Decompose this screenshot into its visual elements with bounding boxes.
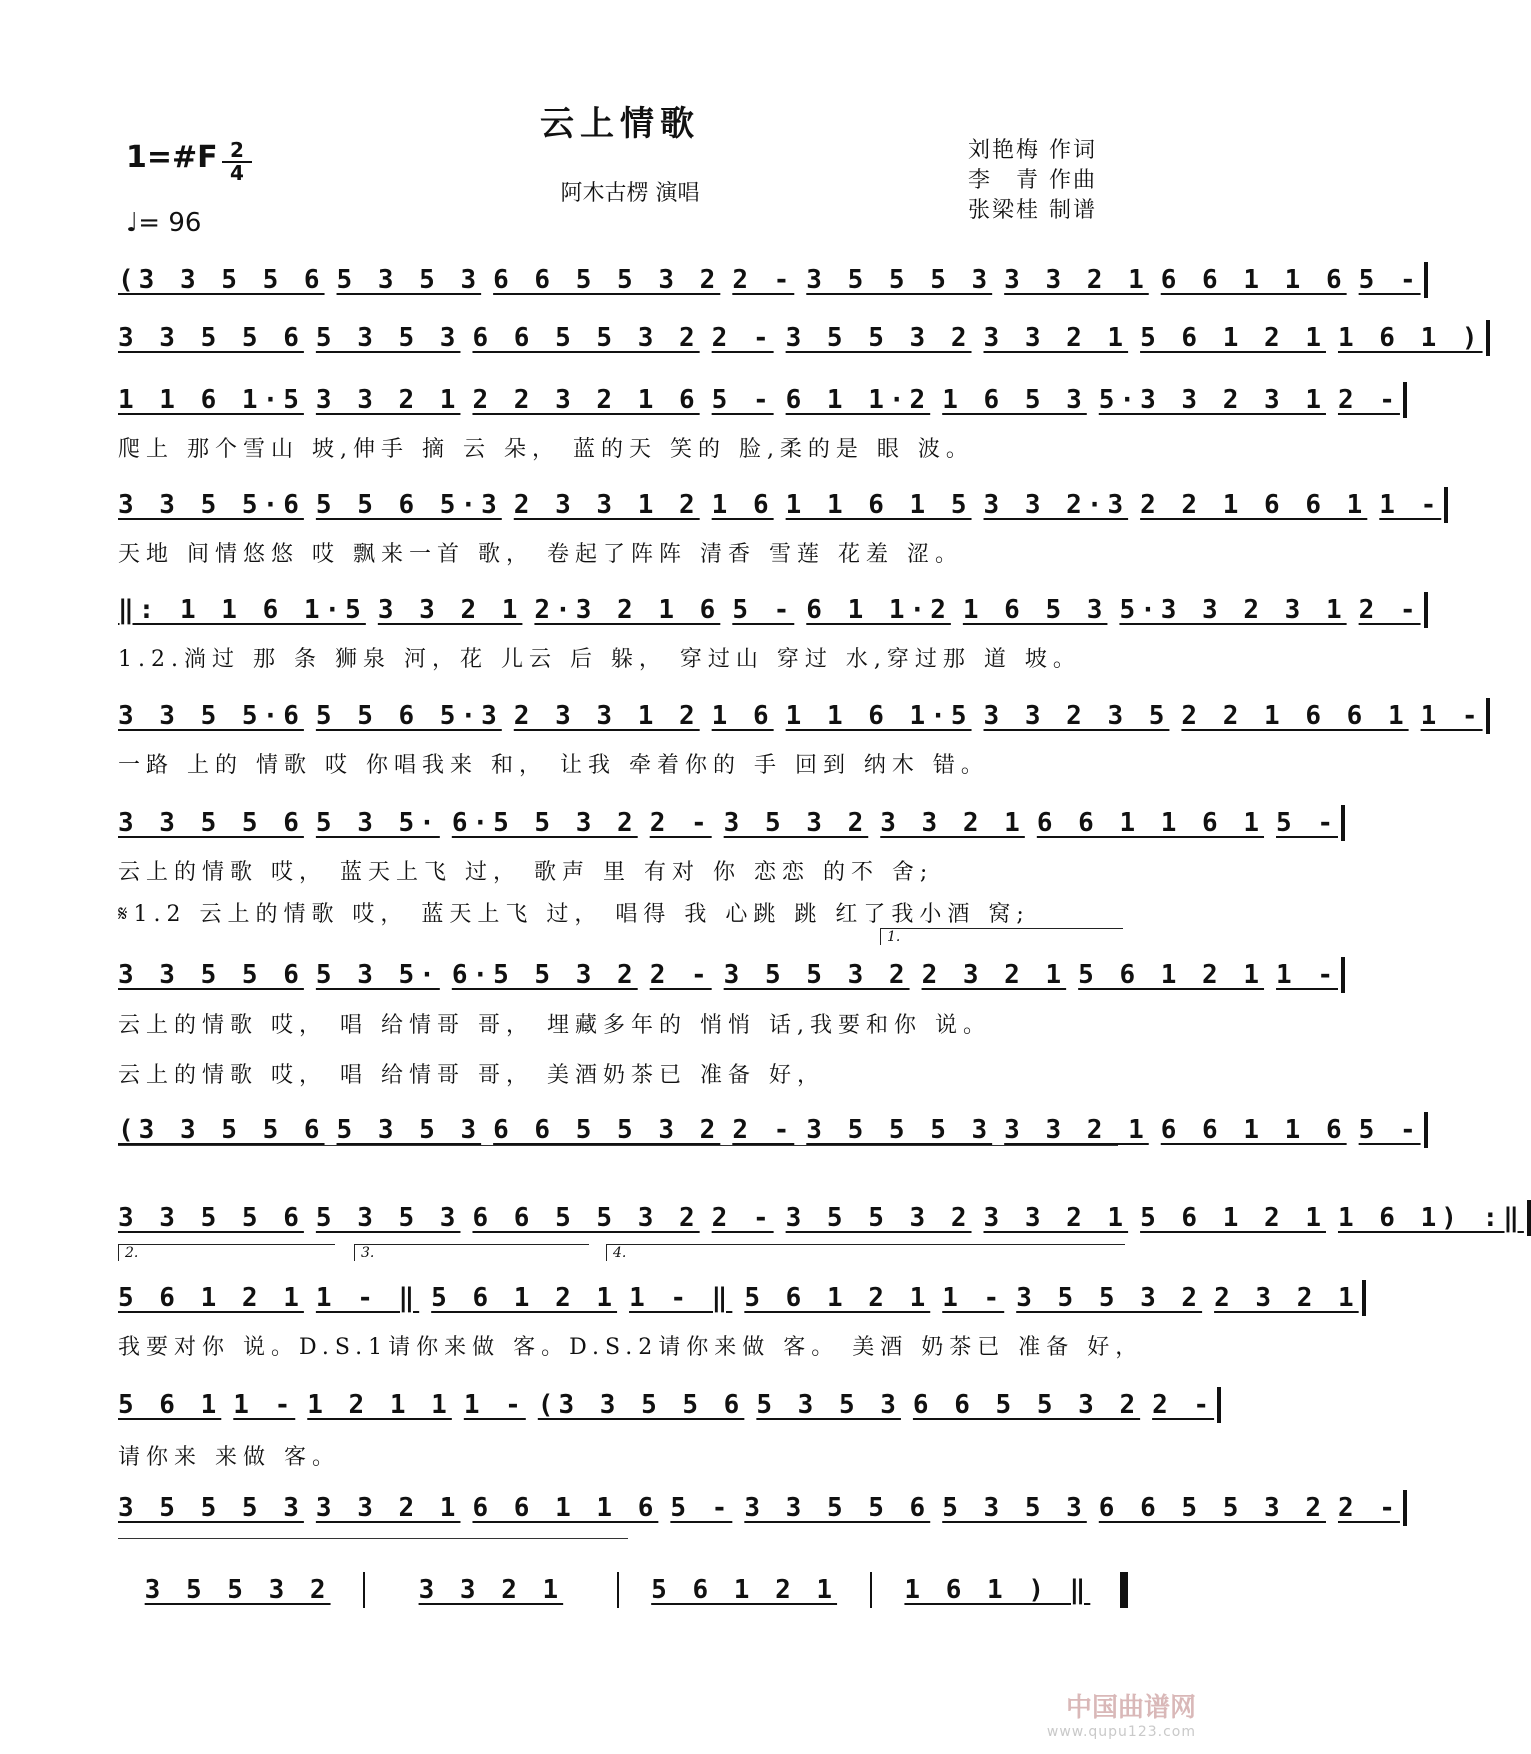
measure: 1 - ‖ bbox=[315, 1283, 420, 1313]
notation-row bbox=[118, 260, 1421, 300]
measure: 3 5 5 3 2 bbox=[144, 1575, 331, 1605]
measure: 1 6 1) :‖ bbox=[1337, 1203, 1524, 1233]
notation-row bbox=[118, 696, 1483, 736]
measure: 3 3 2 1 bbox=[880, 808, 1025, 838]
barline bbox=[1486, 320, 1490, 356]
lyric-line: 云上的情歌 哎， 蓝天上飞 过， 歌声 里 有对 你 恋恋 的不 舍; bbox=[118, 860, 934, 885]
measure: 3 3 5 5 6 bbox=[118, 1203, 304, 1233]
measure: 2 - bbox=[732, 1115, 795, 1145]
measure: 5 3 5 3 bbox=[336, 265, 482, 295]
measure: 3 3 2 1 bbox=[315, 1493, 461, 1523]
measure: 2 2 1 6 6 1 bbox=[1181, 701, 1409, 731]
measure: 5 3 5 3 bbox=[942, 1493, 1087, 1523]
measure: (3 3 5 5 6 bbox=[118, 265, 325, 295]
barline bbox=[1362, 1280, 1366, 1316]
measure: 3 3 2 1 bbox=[983, 323, 1129, 353]
barline bbox=[1341, 805, 1345, 841]
measure: 3 3 5 5 6 bbox=[118, 323, 304, 353]
watermark-name: 中国曲谱网 bbox=[1065, 1693, 1196, 1723]
lyric-line: 我要对你 说。D.S.1请你来做 客。D.S.2请你来做 客。 美酒 奶茶已 准备 好， bbox=[118, 1335, 1144, 1360]
measure: 5 - bbox=[1358, 1115, 1421, 1145]
measure: 5·3 3 2 3 1 bbox=[1119, 595, 1347, 625]
measure: 3 5 5 5 3 bbox=[806, 1115, 993, 1145]
notation-row bbox=[118, 803, 1338, 843]
measure: 2 3 2 1 bbox=[921, 960, 1067, 990]
measure: 1 - bbox=[233, 1390, 296, 1420]
volta-2: 2. bbox=[118, 1244, 335, 1261]
measure: 1 1 6 1·5 bbox=[785, 701, 972, 731]
measure: 1 1 6 1·5 bbox=[118, 385, 304, 415]
measure: 2 3 3 1 2 bbox=[513, 490, 700, 520]
barline bbox=[870, 1572, 872, 1608]
site-watermark bbox=[1047, 1687, 1196, 1740]
measure: 1 - bbox=[463, 1390, 526, 1420]
measure: 5 - bbox=[732, 595, 795, 625]
measure: 1 - bbox=[942, 1283, 1005, 1313]
measure: 1 6 bbox=[711, 490, 774, 520]
measure: 3 5 3 2 bbox=[723, 808, 869, 838]
song-title: 云上情歌 bbox=[540, 104, 700, 144]
measure: 2 - bbox=[732, 265, 795, 295]
notation-row bbox=[118, 955, 1338, 995]
measure: 3 3 5 5 6 bbox=[118, 808, 304, 838]
notation-row bbox=[118, 1278, 1359, 1318]
measure: 2·3 2 1 6 bbox=[534, 595, 721, 625]
measure: 5 3 5 3 bbox=[315, 1203, 461, 1233]
measure: 2 2 3 2 1 6 bbox=[472, 385, 700, 415]
measure: 2 - bbox=[1337, 385, 1400, 415]
lyric-line: 云上的情歌 哎， 唱 给情哥 哥， 埋藏多年的 悄悄 话,我要和你 说。 bbox=[118, 1013, 991, 1038]
measure: 3 3 2·3 bbox=[983, 490, 1129, 520]
measure: 3 3 2 1 bbox=[1004, 265, 1149, 295]
barline bbox=[1424, 592, 1428, 628]
measure: 5 3 5· bbox=[315, 960, 440, 990]
measure: 5 3 5 3 bbox=[336, 1115, 482, 1145]
measure: 6·5 5 3 2 bbox=[451, 960, 638, 990]
notation-row bbox=[118, 1570, 1128, 1610]
measure: 2 - bbox=[1152, 1390, 1215, 1420]
measure: 6 6 1 1 6 bbox=[472, 1493, 659, 1523]
measure: 5 6 1 2 1 bbox=[1140, 1203, 1326, 1233]
measure: 5 - bbox=[670, 1493, 733, 1523]
measure: 3 3 2 3 5 bbox=[983, 701, 1170, 731]
measure: 6 6 1 1 6 bbox=[1160, 1115, 1347, 1145]
measure: 3 5 5 3 2 bbox=[785, 1203, 972, 1233]
measure: 1 6 5 3 bbox=[942, 385, 1087, 415]
notation-row bbox=[118, 1198, 1524, 1238]
volta-1: 1. bbox=[880, 928, 1123, 945]
measure: 5 6 1 bbox=[118, 1390, 222, 1420]
lyric-line: 一路 上的 情歌 哎 你唱我来 和， 让我 牵着你的 手 回到 纳木 错。 bbox=[118, 753, 989, 778]
system-divider bbox=[118, 1538, 628, 1539]
measure: 1 - bbox=[1379, 490, 1442, 520]
lyric-line: 爬上 那个雪山 坡,伸手 摘 云 朵， 蓝的天 笑的 脸,柔的是 眼 波。 bbox=[118, 437, 974, 462]
measure: 5·3 3 2 3 1 bbox=[1098, 385, 1326, 415]
lyric-line: 云上的情歌 哎， 唱 给情哥 哥， 美酒奶茶已 准备 好， bbox=[118, 1063, 825, 1088]
measure: 2 2 1 6 6 1 bbox=[1140, 490, 1368, 520]
measure: 5 6 1 2 1 bbox=[1078, 960, 1265, 990]
lyric-line: 请你来 来做 客。 bbox=[118, 1445, 340, 1470]
barline bbox=[1444, 487, 1448, 523]
measure: 1 - ‖ bbox=[629, 1283, 733, 1313]
time-signature-top: 2 bbox=[230, 138, 244, 162]
measure: 3 3 2 1 bbox=[1004, 1115, 1149, 1145]
barline bbox=[1120, 1572, 1128, 1608]
lyric-line: 天地 间情悠悠 哎 飘来一首 歌， 卷起了阵阵 清香 雪莲 花羞 涩。 bbox=[118, 542, 963, 567]
measure: 1 - bbox=[1276, 960, 1338, 990]
measure: 5 3 5 3 bbox=[756, 1390, 901, 1420]
barline bbox=[1424, 1112, 1428, 1148]
measure: 2 - bbox=[649, 960, 712, 990]
barline bbox=[617, 1572, 619, 1608]
measure: 5 5 6 5·3 bbox=[315, 490, 502, 520]
measure: 1 - bbox=[1420, 701, 1483, 731]
notation-row bbox=[118, 590, 1421, 630]
measure: 6 6 5 5 3 2 bbox=[493, 265, 721, 295]
measure: 2 - bbox=[1358, 595, 1421, 625]
volta-4: 4. bbox=[606, 1244, 1125, 1261]
measure: 5 3 5· bbox=[315, 808, 440, 838]
measure: 5 6 1 2 1 bbox=[1140, 323, 1326, 353]
measure: 2 - bbox=[711, 1203, 774, 1233]
measure: 5 - bbox=[1276, 808, 1338, 838]
measure: 3 3 5 5 6 bbox=[118, 960, 304, 990]
measure: 3 5 5 3 2 bbox=[723, 960, 910, 990]
barline bbox=[1403, 1490, 1407, 1526]
barline bbox=[1527, 1200, 1531, 1236]
measure: 6 6 1 1 6 bbox=[1160, 265, 1347, 295]
measure: (3 3 5 5 6 bbox=[118, 1115, 325, 1145]
key-signature: 1=#F bbox=[126, 140, 218, 175]
measure: 3 3 2 1 bbox=[418, 1575, 564, 1605]
measure: 1 2 1 1 bbox=[307, 1390, 452, 1420]
barline bbox=[1424, 262, 1428, 298]
barline bbox=[1217, 1387, 1221, 1423]
measure: 6·5 5 3 2 bbox=[451, 808, 638, 838]
notation-row bbox=[118, 1488, 1400, 1528]
measure: 6 6 5 5 3 2 bbox=[1098, 1493, 1326, 1523]
measure: 3 3 2 1 bbox=[377, 595, 523, 625]
volta-3: 3. bbox=[354, 1244, 589, 1261]
measure: 2 - bbox=[1337, 1493, 1400, 1523]
measure: 3 5 5 5 3 bbox=[806, 265, 993, 295]
measure: 3 3 2 1 bbox=[983, 1203, 1129, 1233]
measure: 2 - bbox=[711, 323, 774, 353]
notation-row bbox=[118, 380, 1400, 420]
measure: 1 6 1 ) bbox=[1337, 323, 1483, 353]
measure: ‖: 1 1 6 1·5 bbox=[118, 595, 366, 625]
measure: 5 - bbox=[1358, 265, 1421, 295]
barline bbox=[1403, 382, 1407, 418]
composer-credit: 李 青 作曲 bbox=[968, 168, 1097, 193]
measure: 6 6 5 5 3 2 bbox=[472, 323, 700, 353]
measure: 2 3 2 1 bbox=[1214, 1283, 1359, 1313]
notation-row bbox=[118, 485, 1442, 525]
measure: 3 3 2 1 bbox=[315, 385, 461, 415]
measure: 5 6 1 2 1 bbox=[118, 1283, 304, 1313]
measure: 3 3 5 5·6 bbox=[118, 490, 304, 520]
measure: 6 6 1 1 6 1 bbox=[1036, 808, 1265, 838]
lyric-line: 1.2.淌过 那 条 狮泉 河，花 儿云 后 躲， 穿过山 穿过 水,穿过那 道 坡。 bbox=[118, 647, 1081, 672]
system-divider bbox=[118, 1145, 1118, 1146]
barline bbox=[1341, 957, 1345, 993]
tempo-marking: ♩= 96 bbox=[126, 208, 202, 238]
credits bbox=[968, 136, 1097, 226]
measure: 2 - bbox=[649, 808, 712, 838]
barline bbox=[1486, 698, 1490, 734]
notation-row bbox=[118, 1385, 1215, 1425]
notation-row bbox=[118, 1110, 1421, 1150]
measure: 1 1 6 1 5 bbox=[785, 490, 972, 520]
measure: 1 6 bbox=[711, 701, 774, 731]
measure: (3 3 5 5 6 bbox=[537, 1390, 745, 1420]
notation-row bbox=[118, 318, 1483, 358]
measure: 5 6 1 2 1 bbox=[431, 1283, 618, 1313]
measure: 3 5 5 5 3 bbox=[118, 1493, 304, 1523]
measure: 6 6 5 5 3 2 bbox=[493, 1115, 721, 1145]
barline bbox=[363, 1572, 365, 1608]
measure: 1 6 1 ) ‖ bbox=[904, 1575, 1091, 1605]
measure: 3 3 5 5 6 bbox=[744, 1493, 931, 1523]
measure: 5 3 5 3 bbox=[315, 323, 461, 353]
measure: 6 1 1·2 bbox=[785, 385, 931, 415]
measure: 1 6 5 3 bbox=[962, 595, 1108, 625]
measure: 5 6 1 2 1 bbox=[744, 1283, 931, 1313]
measure: 6 1 1·2 bbox=[806, 595, 951, 625]
measure: 5 5 6 5·3 bbox=[315, 701, 502, 731]
measure: 5 6 1 2 1 bbox=[651, 1575, 838, 1605]
time-signature-bottom: 4 bbox=[222, 161, 252, 184]
measure: 3 5 5 3 2 bbox=[1016, 1283, 1203, 1313]
lyric-line: 𝄋1.2 云上的情歌 哎， 蓝天上飞 过， 唱得 我 心跳 跳 红了我小酒 窝; bbox=[118, 902, 1030, 927]
watermark-url: www.qupu123.com bbox=[1046, 1724, 1196, 1740]
measure: 6 6 5 5 3 2 bbox=[472, 1203, 700, 1233]
measure: 6 6 5 5 3 2 bbox=[912, 1390, 1141, 1420]
singer-credit: 阿木古楞 演唱 bbox=[560, 181, 700, 206]
measure: 2 3 3 1 2 bbox=[513, 701, 700, 731]
lyricist-credit: 刘艳梅 作词 bbox=[968, 138, 1097, 163]
arranger-credit: 张梁桂 制谱 bbox=[968, 198, 1097, 223]
measure: 5 - bbox=[711, 385, 774, 415]
measure: 3 3 5 5·6 bbox=[118, 701, 304, 731]
measure: 3 5 5 3 2 bbox=[785, 323, 972, 353]
